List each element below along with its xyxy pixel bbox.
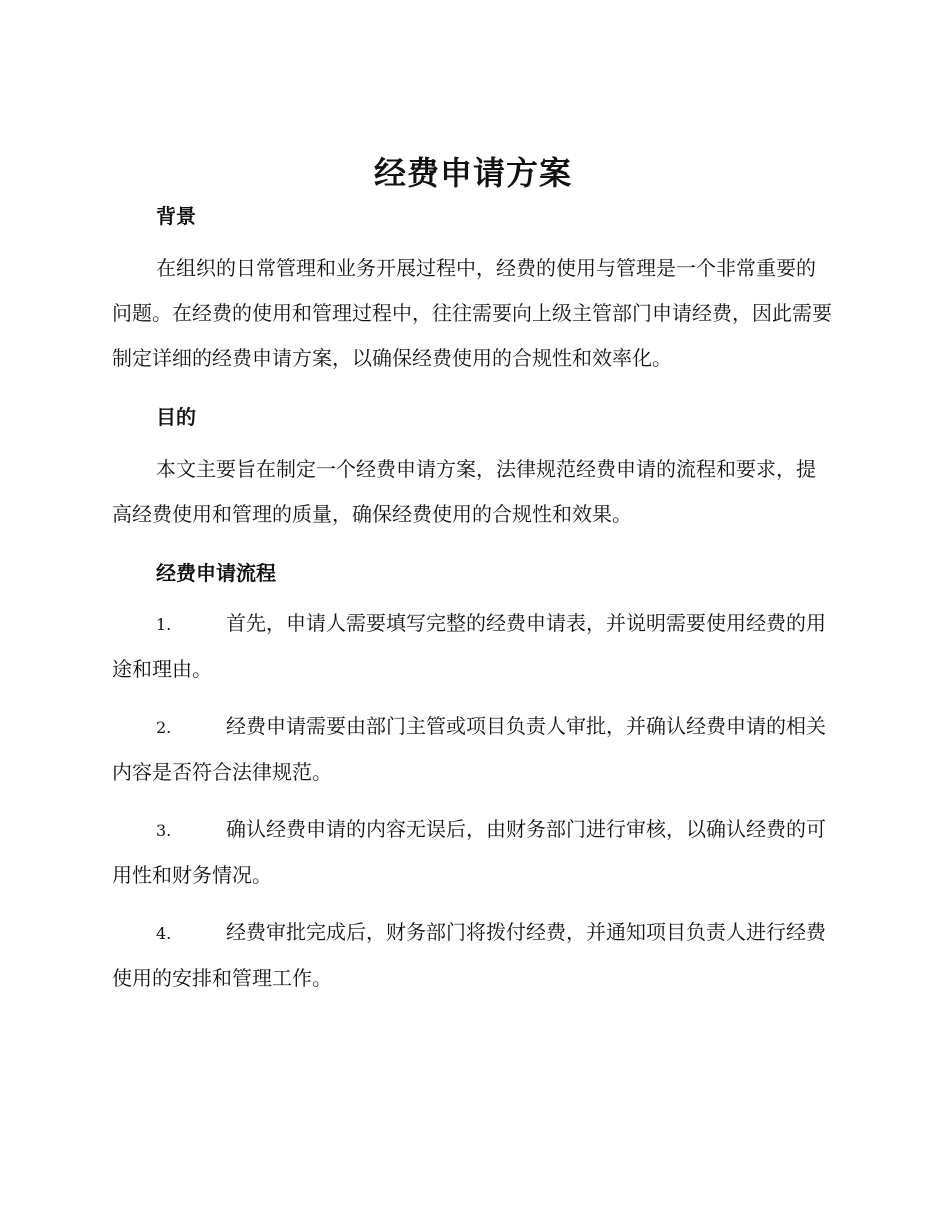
list-item (112, 910, 834, 1001)
section-heading-purpose: 目的 (156, 405, 196, 429)
process-steps-list (112, 601, 834, 1001)
list-item-number: 4. (156, 924, 172, 943)
list-item (112, 807, 834, 898)
list-item-text: 首先，申请人需要填写完整的经费申请表，并说明需要使用经费的用途和理由。 (112, 611, 826, 681)
list-item (112, 704, 834, 795)
document-body (112, 150, 834, 1013)
paragraph-background: 在组织的日常管理和业务开展过程中，经费的使用与管理是一个非常重要的问题。在经费的使用和管理过程中，往往需要向上级主管部门申请经费，因此需要制定详细的经费申请方案，以确保经费使用的合规性和效率化。 (112, 256, 832, 370)
list-item-number: 2. (156, 718, 172, 737)
section-heading-process: 经费申请流程 (156, 561, 276, 585)
list-item-text: 确认经费申请的内容无误后，由财务部门进行审核，以确认经费的可用性和财务情况。 (112, 817, 826, 887)
section-heading-background: 背景 (156, 204, 196, 228)
list-item-number: 3. (156, 821, 172, 840)
paragraph-purpose: 本文主要旨在制定一个经费申请方案，法律规范经费申请的流程和要求，提高经费使用和管理的质量，确保经费使用的合规性和效果。 (112, 457, 816, 526)
list-item (112, 601, 834, 692)
document-title: 经费申请方案 (373, 154, 572, 192)
list-item-number: 1. (156, 615, 172, 634)
list-item-text: 经费审批完成后，财务部门将拨付经费，并通知项目负责人进行经费使用的安排和管理工作。 (112, 920, 826, 990)
list-item-text: 经费申请需要由部门主管或项目负责人审批，并确认经费申请的相关内容是否符合法律规范。 (112, 714, 826, 784)
